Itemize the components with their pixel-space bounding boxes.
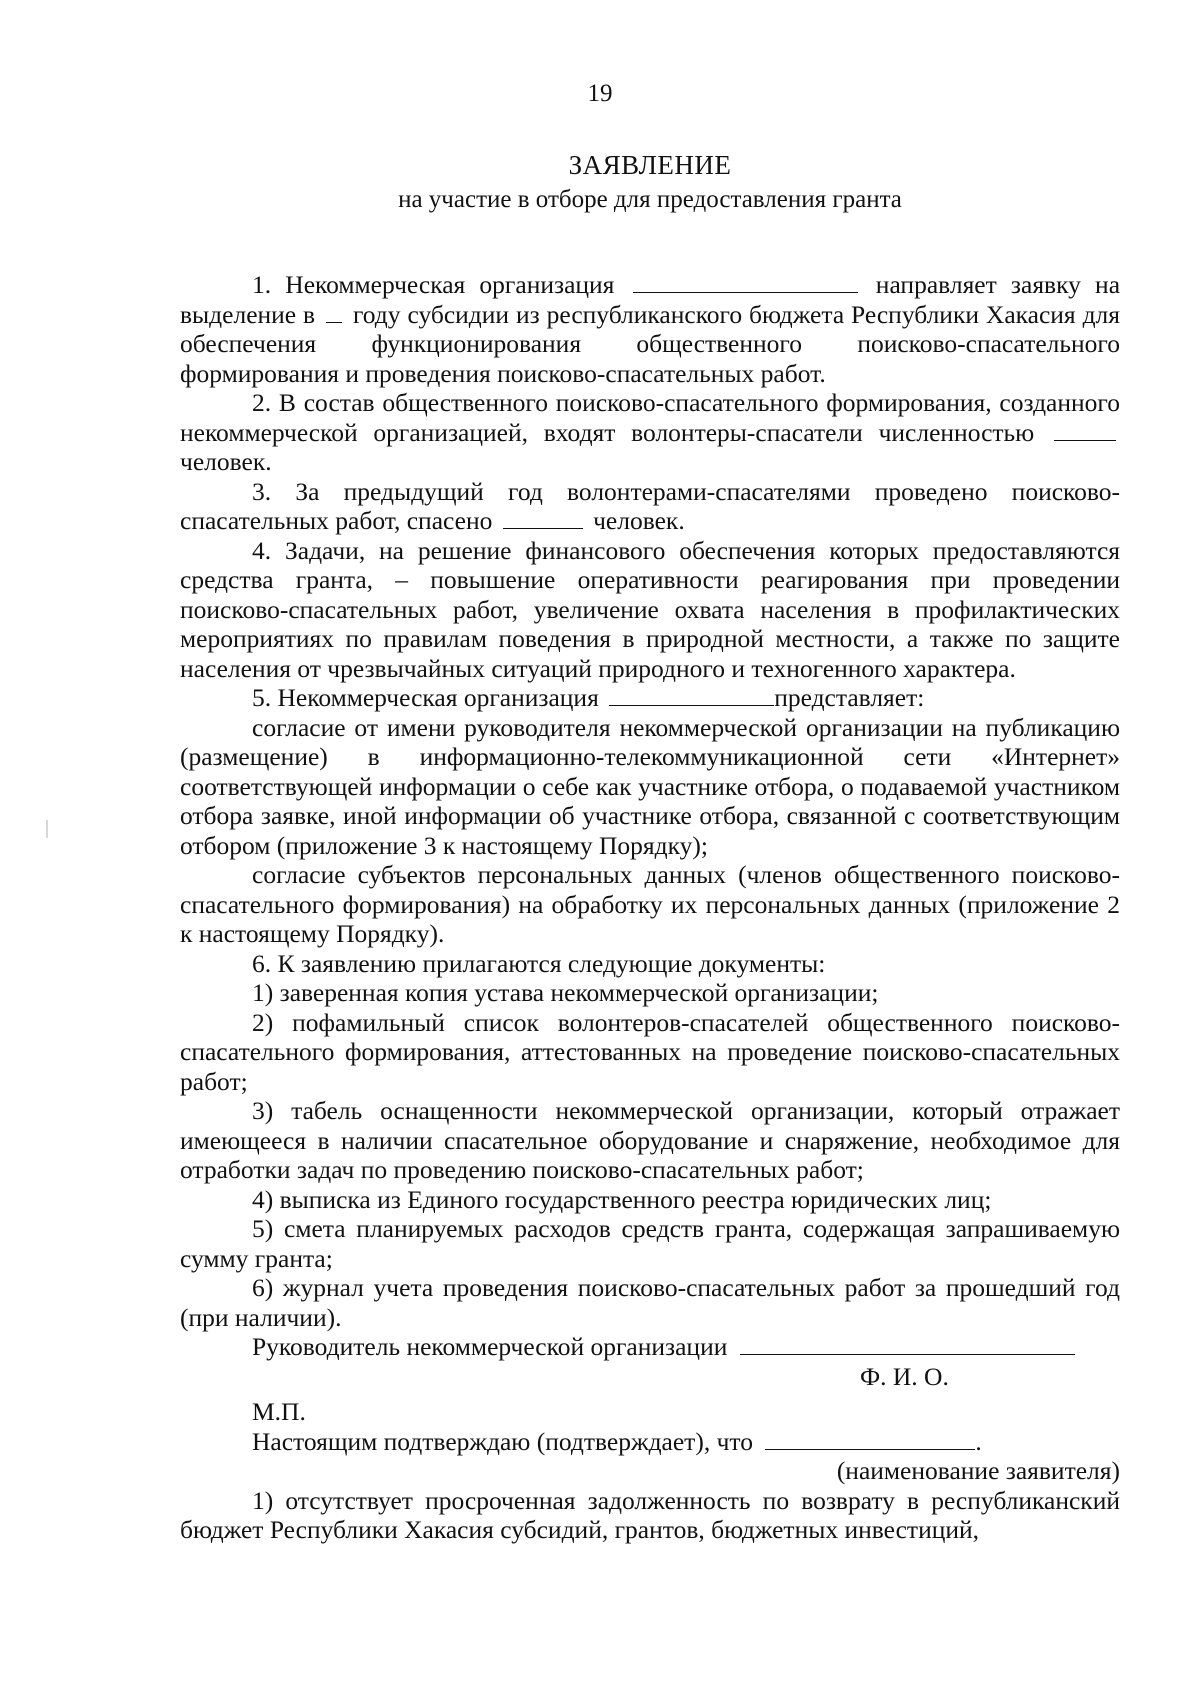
fio-caption: Ф. И. О.	[860, 1361, 949, 1391]
p2-text-a: 2. В состав общественного поисково-спасательного формирования, созданного некоммерческой организацией, входят волонтеры-спасатели численностью	[180, 388, 1120, 447]
p3-text-b: человек.	[593, 506, 685, 535]
confirm-text: Настоящим подтверждаю (подтверждает), что	[252, 1426, 753, 1456]
document-title: ЗАЯВЛЕНИЕ	[568, 150, 732, 180]
p2-text-b: человек.	[180, 447, 272, 476]
confirm-line	[180, 1427, 1120, 1457]
p1-text-b: направляет заявку на выделение в	[180, 270, 1121, 329]
paragraph-5-consent-personal-data: согласие субъектов персональных данных (членов общественного поисково-спасательного формирования) на обработку их персональных данных (приложение 2 к настоящему Порядку).	[180, 860, 1120, 948]
p1-text-a: 1. Некоммерческая организация	[252, 270, 615, 299]
p5-text-a: 5. Некоммерческая организация	[252, 683, 599, 712]
paragraph-4: 4. Задачи, на решение финансового обеспечения которых предоставляются средства гранта, – повышение оперативности реагирования при проведении поисково-спасательных работ, увеличение охвата населения в профилактических мероприятиях по правилам поведения в природной местности, а также по защите населения от чрезвычайных ситуаций природного и техногенного характера.	[180, 535, 1120, 683]
p3-text-a: 3. За предыдущий год волонтерами-спасателями проведено поисково-спасательных работ, спасено	[180, 476, 1120, 535]
stamp-place: М.П.	[252, 1397, 306, 1426]
scan-artifact	[46, 820, 48, 838]
paragraph-5-consent-publication: согласие от имени руководителя некоммерческой организации на публикацию (размещение) в информационно-телекоммуникационной сети «Интернет» соответствующей информации о себе как участнике отбора, о подаваемой участником отбора заявке, иной информации об участнике отбора, связанной с соответствующим отбором (приложение 3 к настоящему Порядку);	[180, 712, 1120, 860]
confirm-item-1: 1) отсутствует просроченная задолженность по возврату в республиканский бюджет Республики Хакасия субсидий, грантов, бюджетных инвестиций,	[180, 1485, 1120, 1544]
applicant-name-blank	[765, 1427, 975, 1450]
doc-item-4: 4) выписка из Единого государственного реестра юридических лиц;	[252, 1184, 992, 1214]
confirm-period: .	[975, 1426, 982, 1456]
document-subtitle: на участие в отборе для предоставления гранта	[398, 186, 902, 213]
rescued-count-blank	[503, 506, 583, 529]
doc-item-3: 3) табель оснащенности некоммерческой организации, который отражает имеющееся в наличии спасательное оборудование и снаряжение, необходимое для отработки задач по проведению поисково-спасательных работ;	[180, 1096, 1120, 1184]
volunteers-count-blank	[1054, 418, 1116, 441]
org-name-blank-2	[609, 683, 774, 706]
applicant-caption: (наименование заявителя)	[836, 1456, 1120, 1485]
paragraph-1	[180, 270, 1120, 388]
org-name-blank	[633, 270, 858, 293]
head-signature-blank	[740, 1332, 1075, 1355]
p1-text-c: году субсидии из республиканского бюджета Республики Хакасия для обеспечения функционирования общественного поисково-спасательного формирования и проведения поисково-спасательных работ.	[180, 299, 1121, 388]
year-blank	[326, 300, 342, 323]
paragraph-3	[180, 477, 1120, 536]
doc-item-2: 2) пофамильный список волонтеров-спасателей общественного поисково-спасательного формирования, аттестованных на проведение поисково-спасательных работ;	[180, 1007, 1120, 1096]
paragraph-2	[180, 388, 1120, 477]
document-body	[180, 270, 1120, 1545]
doc-item-6: 6) журнал учета проведения поисково-спасательных работ за прошедший год (при наличии).	[180, 1273, 1120, 1332]
paragraph-5	[180, 683, 1120, 713]
paragraph-6: 6. К заявлению прилагаются следующие документы:	[252, 948, 826, 978]
p5-text-b: представляет:	[774, 683, 925, 712]
doc-item-5: 5) смета планируемых расходов средств гранта, содержащая запрашиваемую сумму гранта;	[180, 1214, 1120, 1273]
page-number: 19	[587, 80, 613, 107]
doc-item-1: 1) заверенная копия устава некоммерческой организации;	[252, 978, 879, 1007]
head-label: Руководитель некоммерческой организации	[252, 1332, 728, 1361]
head-signature-line	[180, 1332, 1120, 1362]
